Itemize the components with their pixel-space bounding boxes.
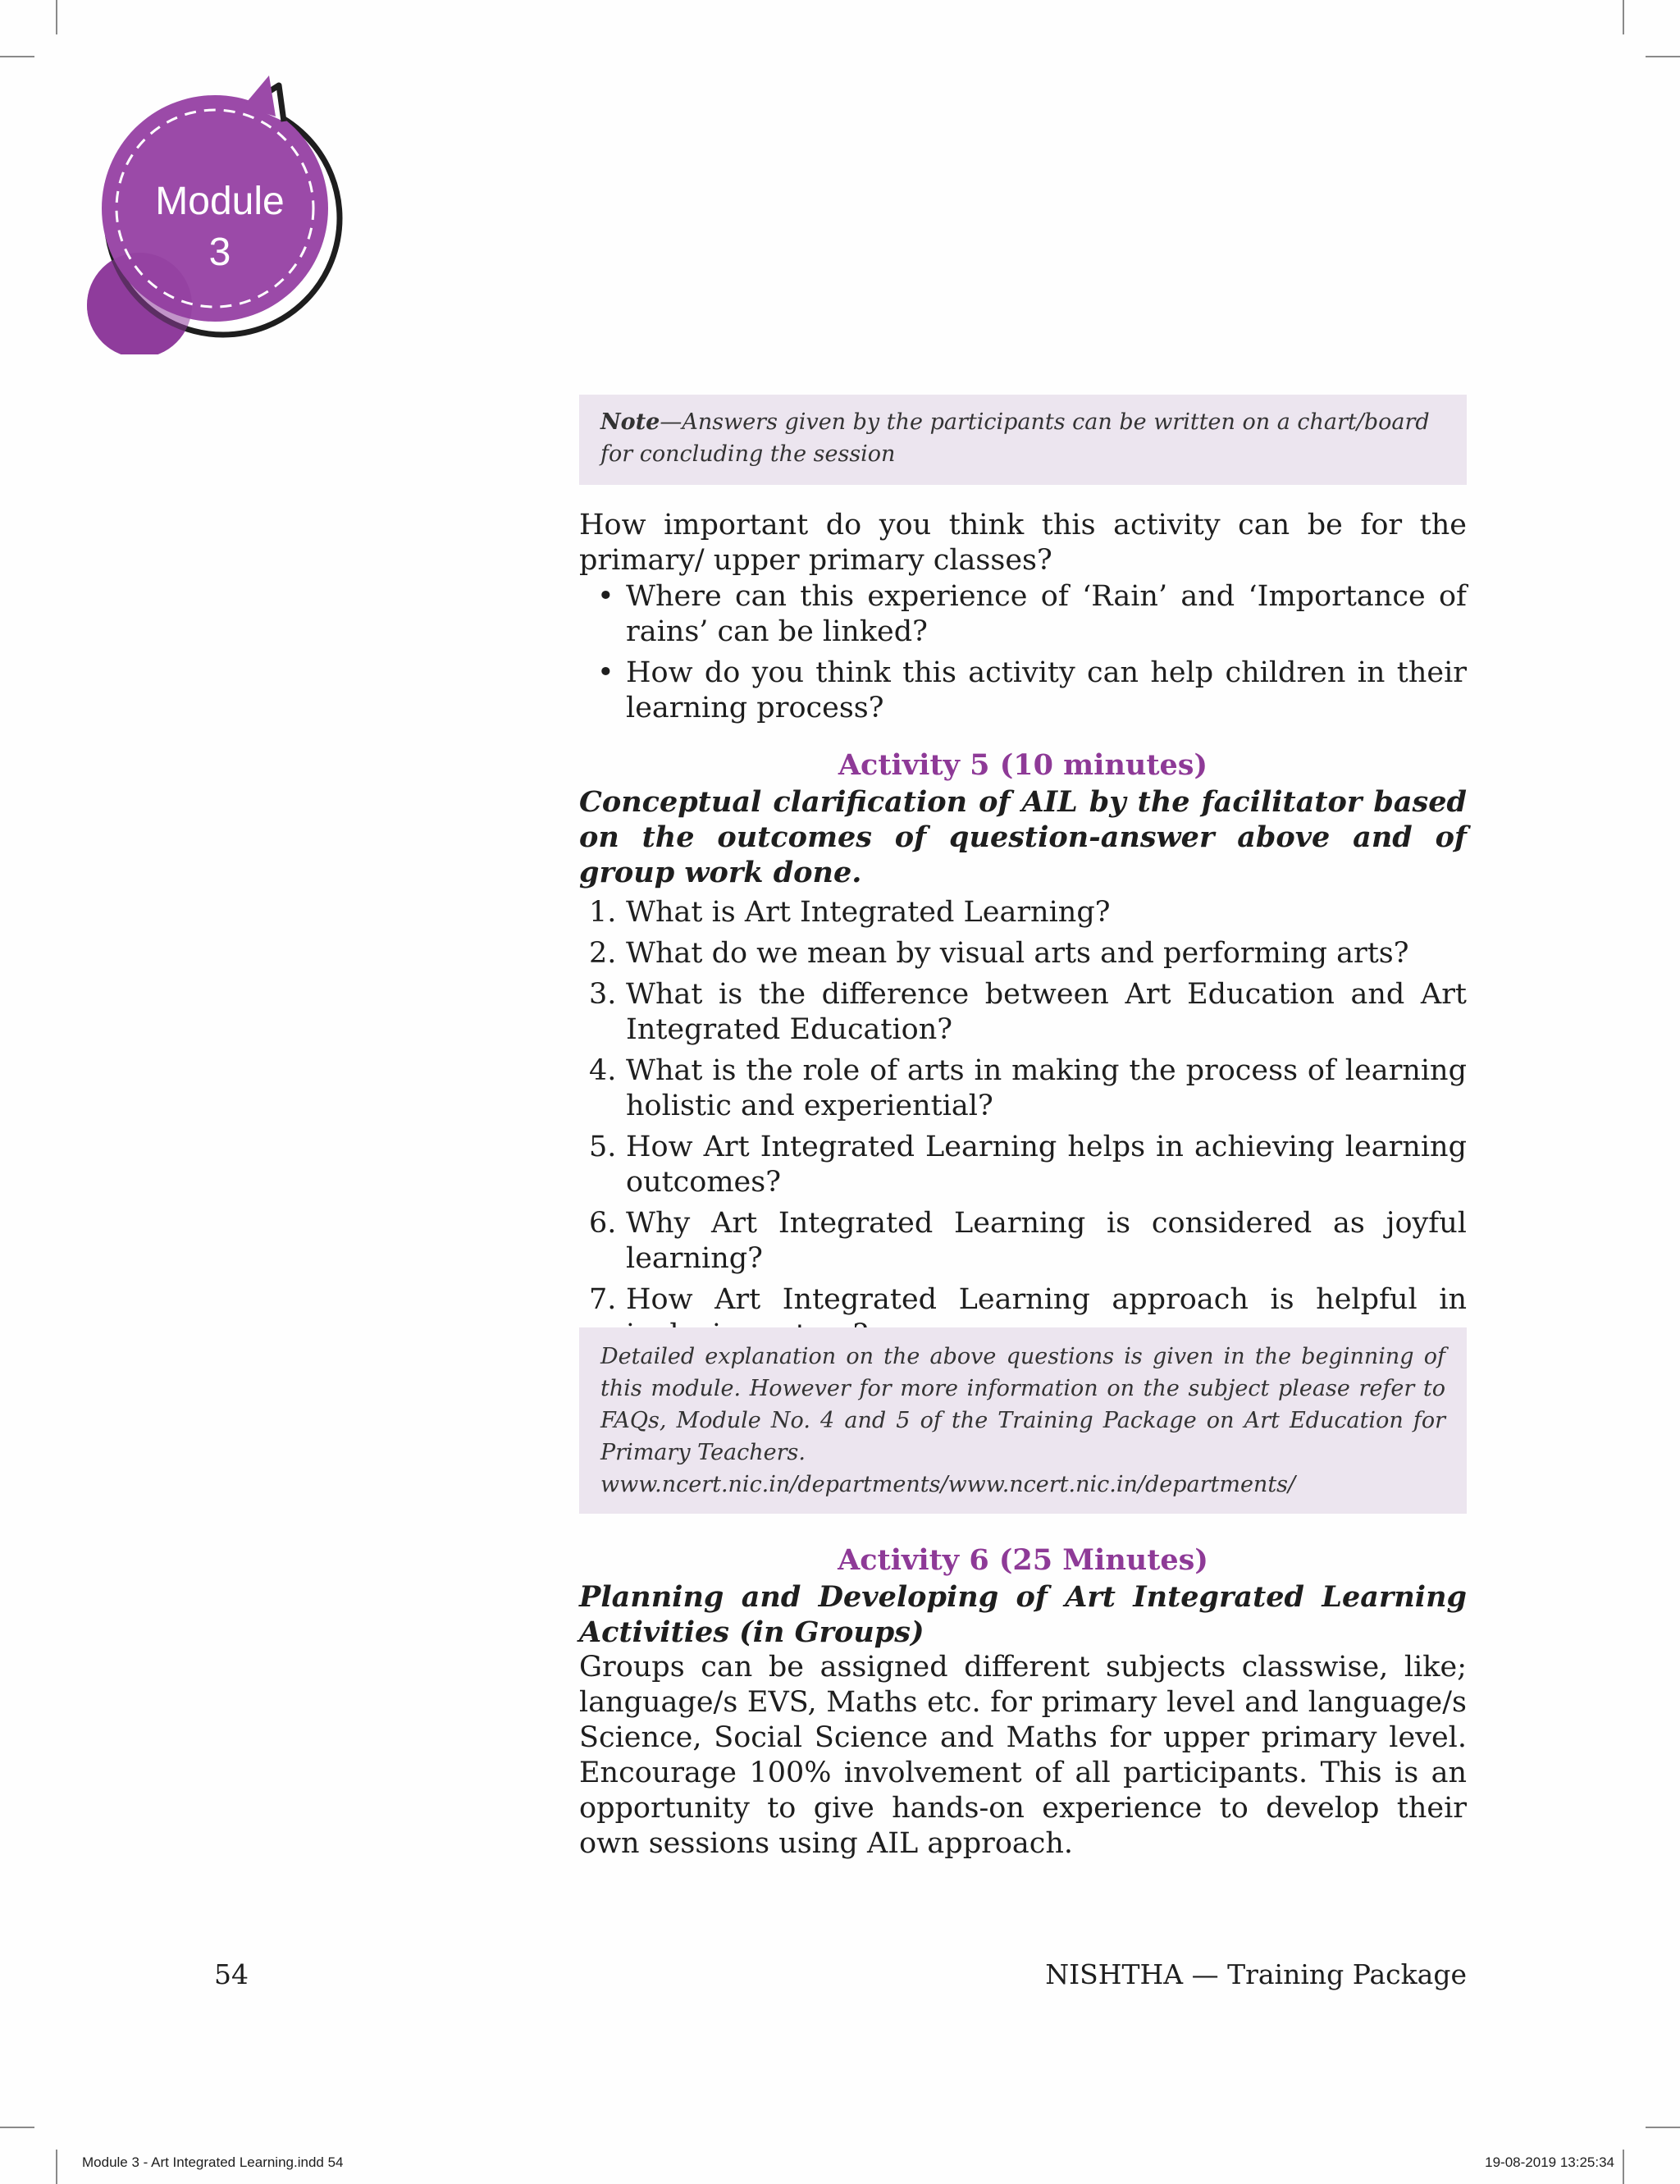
list-item: • Where can this experience of ‘Rain’ and ‘Importance of rains’ can be linked?: [579, 579, 1467, 650]
list-item: [579, 895, 1467, 930]
list-text: What is the difference between Art Education and Art Integrated Education?: [626, 978, 1467, 1046]
list-number: 5.: [589, 1131, 617, 1163]
intro-question: How important do you think this activity can be for the primary/ upper primary classes?: [579, 509, 1467, 577]
bullet-list: [579, 579, 1467, 732]
explanation-note-box: [579, 1327, 1467, 1514]
question-list: [579, 895, 1467, 1359]
module-badge-line1: Module: [155, 180, 285, 223]
activity5-title: Activity 5 (10 minutes): [838, 748, 1208, 782]
module-badge-label: [98, 176, 341, 278]
list-text: How Art Integrated Learning helps in achieving learning outcomes?: [626, 1131, 1467, 1199]
activity6-title: Activity 6 (25 Minutes): [838, 1543, 1208, 1577]
list-item: [579, 977, 1467, 1048]
note-label: Note: [600, 409, 660, 435]
module-badge-line2: 3: [208, 231, 231, 274]
note-text: [600, 406, 1445, 470]
crop-mark: [1646, 2127, 1680, 2128]
page-number: 54: [214, 1958, 249, 1990]
list-item: [579, 1053, 1467, 1124]
list-text: What do we mean by visual arts and performing arts?: [626, 937, 1409, 970]
list-text: What is the role of arts in making the process of learning holistic and experiential?: [626, 1054, 1467, 1122]
list-number: 3.: [589, 978, 617, 1011]
list-number: 2.: [589, 937, 617, 970]
crop-mark: [56, 0, 57, 34]
list-item: [579, 1206, 1467, 1277]
list-text: How Art Integrated Learning approach is helpful in: [626, 1283, 1467, 1316]
list-number: 7.: [589, 1283, 617, 1316]
list-number: 1.: [589, 896, 617, 929]
crop-mark: [1623, 0, 1624, 34]
crop-mark: [0, 2127, 34, 2128]
note-box: [579, 395, 1467, 485]
crop-mark: [1623, 2150, 1624, 2184]
footer-title: NISHTHA — Training Package: [1045, 1958, 1467, 1990]
crop-mark: [56, 2150, 57, 2184]
list-number: 4.: [589, 1054, 617, 1087]
crop-mark: [1646, 56, 1680, 57]
crop-mark: [0, 56, 34, 57]
explanation-text: Detailed explanation on the above questions is given in the beginning of this module. However for more information on the subject please refer to FAQs, Module No. 4 and 5 of the Training Package on Art Education for Primary Teachers.: [600, 1344, 1445, 1465]
reference-links: www.ncert.nic.in/departments/www.ncert.nic.in/departments/: [600, 1472, 1296, 1497]
list-text: What is Art Integrated Learning?: [626, 896, 1111, 929]
list-item: • How do you think this activity can help children in their learning process?: [579, 656, 1467, 726]
activity6-subtitle: Planning and Developing of Art Integrated Learning Activities (in Groups): [579, 1580, 1467, 1649]
activity5-subtitle: Conceptual clarification of AIL by the facilitator based on the outcomes of question-answer above and of group work done.: [579, 785, 1467, 889]
list-number: 6.: [589, 1207, 617, 1240]
list-text: Why Art Integrated Learning is considered as joyful learning?: [626, 1207, 1467, 1275]
list-item: [579, 936, 1467, 971]
note-body: —Answers given by the participants can be written on a chart/board for concluding the session: [600, 409, 1430, 467]
activity6-body: Groups can be assigned different subjects classwise, like; language/s EVS, Maths etc. for primary level and language/s Science, Social Science and Maths for upper primary level. Encourage 100% involvement of all participants. This is an opportunity to give hands-on experience to develop their own sessions using AIL approach.: [579, 1651, 1467, 1860]
list-item: [579, 1130, 1467, 1200]
slug-filename: Module 3 - Art Integrated Learning.indd 54: [82, 2154, 344, 2170]
slug-timestamp: 19-08-2019 13:25:34: [1485, 2154, 1614, 2170]
